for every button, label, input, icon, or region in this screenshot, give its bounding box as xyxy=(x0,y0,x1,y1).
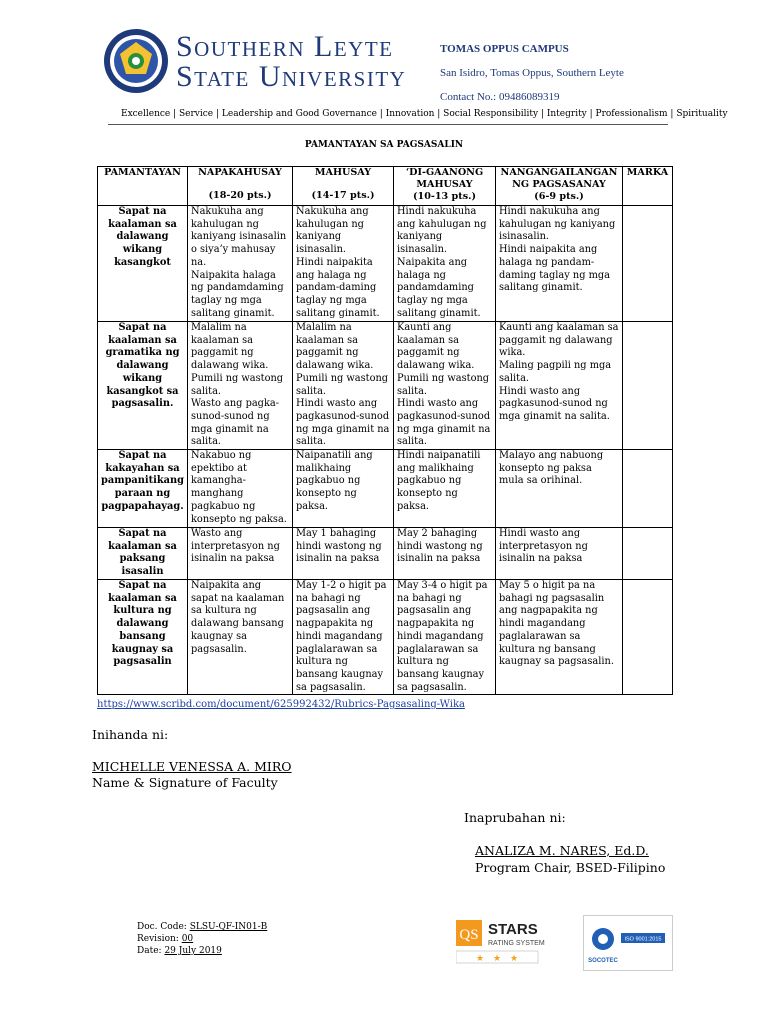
campus-address: San Isidro, Tomas Oppus, Southern Leyte xyxy=(440,67,624,79)
criterion-cell: Sapat na kaalaman sa dalawang wikang kasangkot xyxy=(98,206,188,322)
university-seal-logo xyxy=(103,28,169,94)
socotec-iso-badge xyxy=(583,915,673,971)
university-name-line1: Southern Leyte xyxy=(176,30,394,63)
table-row xyxy=(98,528,673,580)
criterion-cell: Sapat na kakayahan sa pampanitikang paraan ng pagpapahayag. xyxy=(98,450,188,528)
napakahusay-cell: Naipakita ang sapat na kaalaman sa kultura ng dalawang bansang kaugnay sa pagsasalin. xyxy=(188,580,293,695)
mahusay-cell: Nakukuha ang kahulugan ng kaniyang isinasalin. Hindi naipakita ang halaga ng pandam-daming taglay ng mga salitang ginamit. xyxy=(293,206,394,322)
source-link[interactable]: https://www.scribd.com/document/625992432/Rubrics-Pagsasaling-Wika xyxy=(97,699,465,710)
approver-role: Program Chair, BSED-Filipino xyxy=(475,860,666,875)
header-napakahusay: NAPAKAHUSAY (18-20 pts.) xyxy=(188,167,293,206)
marka-cell[interactable] xyxy=(623,450,673,528)
svg-text:★: ★ xyxy=(476,954,485,964)
nangangailangan-cell: Hindi wasto ang interpretasyon ng isinalin na paksa xyxy=(496,528,623,580)
marka-cell[interactable] xyxy=(623,528,673,580)
napakahusay-cell: Nakukuha ang kahulugan ng kaniyang isinasalin o siya’y mahusay na. Naipakita halaga ng pandamdaming taglay ng mga salitang ginamit. xyxy=(188,206,293,322)
preparer-name: MICHELLE VENESSA A. MIRO xyxy=(92,759,292,774)
di-gaanong-mahusay-cell: Kaunti ang kaalaman sa paggamit ng dalawang wika. Pumili ng wastong salita. Hindi wasto ang pagkasunod-sunod ng mga ginamit na salita. xyxy=(394,322,496,450)
document-title: PAMANTAYAN SA PAGSASALIN xyxy=(304,140,464,150)
table-header-row xyxy=(98,167,673,206)
nangangailangan-cell: Hindi nakukuha ang kahulugan ng kaniyang isinasalin. Hindi naipakita ang halaga ng pandam-daming taglay ng mga salitang ginamit. xyxy=(496,206,623,322)
napakahusay-cell: Nakabuo ng epektibo at kamangha-manghang pagkabuo ng konsepto ng paksa. xyxy=(188,450,293,528)
svg-text:ISO 9001:2015: ISO 9001:2015 xyxy=(624,936,662,943)
header-marka: MARKA xyxy=(623,167,673,206)
table-row xyxy=(98,322,673,450)
university-name-line2: State University xyxy=(176,60,407,93)
criterion-cell: Sapat na kaalaman sa gramatika ng dalawang wikang kasangkot sa pagsasalin. xyxy=(98,322,188,450)
di-gaanong-mahusay-cell: Hindi nakukuha ang kahulugan ng kaniyang isinasalin. Naipakita ang halaga ng pandamdaming taglay ng mga salitang ginamit. xyxy=(394,206,496,322)
core-values-motto: Excellence | Service | Leadership and Good Governance | Innovation | Social Responsibility | Integrity | Professionalism | Spirituality xyxy=(121,109,728,119)
points-nangangailangan: (6-9 pts.) xyxy=(534,191,584,202)
points-napakahusay: (18-20 pts.) xyxy=(208,190,272,201)
table-row xyxy=(98,450,673,528)
svg-text:★: ★ xyxy=(510,954,519,964)
svg-text:STARS: STARS xyxy=(488,921,538,938)
rubric-table xyxy=(97,166,673,695)
header-di-gaanong-mahusay: ‘DI-GAANONG MAHUSAY (10-13 pts.) xyxy=(394,167,496,206)
nangangailangan-cell: Kaunti ang kaalaman sa paggamit ng dalawang wika. Maling pagpili ng mga salita. Hindi wasto ang pagkasunod-sunod ng mga ginamit na salita. xyxy=(496,322,623,450)
approved-by-label: Inaprubahan ni: xyxy=(464,810,566,825)
doc-code: Doc. Code: SLSU-QF-IN01-B xyxy=(137,922,268,932)
mahusay-cell: Naipanatili ang malikhaing pagkabuo ng konsepto ng paksa. xyxy=(293,450,394,528)
mahusay-cell: May 1-2 o higit pa na bahagi ng pagsasalin ang nagpapakita ng hindi magandang paglalarawan sa kultura ng bansang kaugnay sa pagsasalin. xyxy=(293,580,394,695)
svg-text:SOCOTEC: SOCOTEC xyxy=(588,958,618,964)
marka-cell[interactable] xyxy=(623,206,673,322)
mahusay-cell: May 1 bahaging hindi wastong ng isinalin na paksa xyxy=(293,528,394,580)
table-row xyxy=(98,206,673,322)
di-gaanong-mahusay-cell: Hindi naipanatili ang malikhaing pagkabuo ng konsepto ng paksa. xyxy=(394,450,496,528)
svg-text:RATING SYSTEM: RATING SYSTEM xyxy=(488,940,545,947)
marka-cell[interactable] xyxy=(623,580,673,695)
points-mahusay: (14-17 pts.) xyxy=(311,190,375,201)
contact-number: Contact No.: 09486089319 xyxy=(440,91,560,103)
doc-revision: Revision: 00 xyxy=(137,934,194,944)
qs-stars-badge xyxy=(456,918,568,964)
header-pamantayan: PAMANTAYAN xyxy=(98,167,188,206)
approver-name: ANALIZA M. NARES, Ed.D. xyxy=(475,843,649,858)
criterion-cell: Sapat na kaalaman sa paksang isasalin xyxy=(98,528,188,580)
di-gaanong-mahusay-cell: May 3-4 o higit pa na bahagi ng pagsasalin ang nagpapakita ng hindi magandang paglalarawan sa kultura ng bansang kaugnay sa pagsasalin. xyxy=(394,580,496,695)
points-di-gaanong-mahusay: (10-13 pts.) xyxy=(413,191,476,202)
doc-date: Date: 29 July 2019 xyxy=(137,946,222,956)
marka-cell[interactable] xyxy=(623,322,673,450)
table-row xyxy=(98,580,673,695)
nangangailangan-cell: Malayo ang nabuong konsepto ng paksa mula sa orihinal. xyxy=(496,450,623,528)
svg-text:★: ★ xyxy=(493,954,502,964)
di-gaanong-mahusay-cell: May 2 bahaging hindi wastong ng isinalin na paksa xyxy=(394,528,496,580)
header-nangangailangan: NANGANGAILANGAN NG PAGSASANAY (6-9 pts.) xyxy=(496,167,623,206)
svg-text:QS: QS xyxy=(459,927,479,943)
header-mahusay: MAHUSAY (14-17 pts.) xyxy=(293,167,394,206)
campus-name: TOMAS OPPUS CAMPUS xyxy=(440,43,569,55)
prepared-by-label: Inihanda ni: xyxy=(92,727,169,742)
preparer-role: Name & Signature of Faculty xyxy=(92,775,278,790)
napakahusay-cell: Wasto ang interpretasyon ng isinalin na paksa xyxy=(188,528,293,580)
mahusay-cell: Malalim na kaalaman sa paggamit ng dalawang wika. Pumili ng wastong salita. Hindi wasto ang pagkasunod-sunod ng mga ginamit na salita. xyxy=(293,322,394,450)
nangangailangan-cell: May 5 o higit pa na bahagi ng pagsasalin ang nagpapakita ng hindi magandang paglalarawan sa kultura ng bansang kaugnay sa pagsasalin. xyxy=(496,580,623,695)
napakahusay-cell: Malalim na kaalaman sa paggamit ng dalawang wika. Pumili ng wastong salita. Wasto ang pagka-sunod-sunod ng mga ginamit na salita. xyxy=(188,322,293,450)
criterion-cell: Sapat na kaalaman sa kultura ng dalawang bansang kaugnay sa pagsasalin xyxy=(98,580,188,695)
header-divider xyxy=(108,124,668,125)
